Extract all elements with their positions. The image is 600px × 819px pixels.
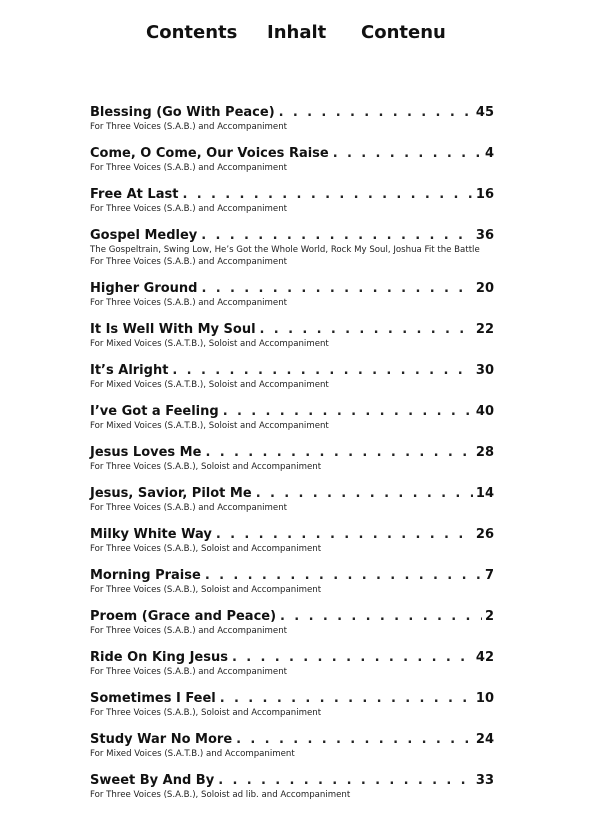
toc-entry-row bbox=[90, 650, 494, 666]
entry-title: Blessing (Go With Peace) bbox=[90, 105, 275, 120]
entry-description: For Mixed Voices (S.A.T.B.), Soloist and Accompaniment bbox=[90, 380, 329, 390]
toc-entry-row bbox=[90, 527, 494, 543]
page-heading bbox=[0, 22, 600, 48]
heading-inhalt: Inhalt bbox=[267, 22, 327, 43]
toc-entry bbox=[90, 691, 494, 719]
toc-entry-row bbox=[90, 187, 494, 203]
entry-title: It’s Alright bbox=[90, 363, 169, 378]
dot-leader bbox=[220, 691, 473, 707]
dot-leader bbox=[205, 445, 472, 461]
entry-title: Gospel Medley bbox=[90, 228, 198, 243]
toc-entry bbox=[90, 773, 494, 801]
dot-leader bbox=[260, 322, 473, 338]
entry-title: Come, O Come, Our Voices Raise bbox=[90, 146, 329, 161]
toc-entry-row bbox=[90, 146, 494, 162]
entry-page-number: 16 bbox=[475, 187, 494, 202]
entry-description: For Three Voices (S.A.B.), Soloist ad lib. and Accompaniment bbox=[90, 790, 351, 800]
entry-title: Jesus Loves Me bbox=[90, 445, 202, 460]
toc-entry bbox=[90, 732, 494, 760]
toc-entry bbox=[90, 568, 494, 596]
toc-entry-row bbox=[90, 691, 494, 707]
entry-title: Morning Praise bbox=[90, 568, 201, 583]
toc-entry-row bbox=[90, 773, 494, 789]
entry-description: For Three Voices (S.A.B.) and Accompaniment bbox=[90, 163, 288, 173]
dot-leader bbox=[182, 187, 472, 203]
toc-entry bbox=[90, 322, 494, 350]
dot-leader bbox=[201, 281, 472, 297]
entry-description: For Three Voices (S.A.B.) and Accompaniment bbox=[90, 667, 288, 677]
entry-description: For Mixed Voices (S.A.T.B.) and Accompaniment bbox=[90, 749, 295, 759]
entry-page-number: 36 bbox=[475, 228, 494, 243]
entry-description: For Three Voices (S.A.B.), Soloist and Accompaniment bbox=[90, 585, 322, 595]
toc-entry bbox=[90, 650, 494, 678]
heading-contenu: Contenu bbox=[361, 22, 446, 43]
dot-leader bbox=[333, 146, 482, 162]
entry-page-number: 4 bbox=[484, 146, 494, 161]
toc-entry bbox=[90, 228, 494, 268]
toc-entry-row bbox=[90, 228, 494, 244]
entry-page-number: 30 bbox=[475, 363, 494, 378]
toc-entry bbox=[90, 486, 494, 514]
entry-title: I’ve Got a Feeling bbox=[90, 404, 219, 419]
entry-page-number: 14 bbox=[475, 486, 494, 501]
toc-entry bbox=[90, 146, 494, 174]
toc-entry bbox=[90, 105, 494, 133]
dot-leader bbox=[256, 486, 473, 502]
entry-title: Sometimes I Feel bbox=[90, 691, 216, 706]
entry-page-number: 22 bbox=[475, 322, 494, 337]
dot-leader bbox=[172, 363, 472, 379]
entry-page-number: 26 bbox=[475, 527, 494, 542]
entry-page-number: 42 bbox=[475, 650, 494, 665]
entry-description: For Three Voices (S.A.B.) and Accompaniment bbox=[90, 204, 288, 214]
entry-description: For Mixed Voices (S.A.T.B.), Soloist and Accompaniment bbox=[90, 339, 329, 349]
entry-title: Ride On King Jesus bbox=[90, 650, 228, 665]
entry-title: Milky White Way bbox=[90, 527, 212, 542]
entry-page-number: 2 bbox=[484, 609, 494, 624]
dot-leader bbox=[216, 527, 473, 543]
entry-page-number: 28 bbox=[475, 445, 494, 460]
dot-leader bbox=[218, 773, 473, 789]
toc-entry bbox=[90, 609, 494, 637]
toc-entry-row bbox=[90, 281, 494, 297]
entry-page-number: 20 bbox=[475, 281, 494, 296]
entry-title: It Is Well With My Soul bbox=[90, 322, 256, 337]
toc-entry bbox=[90, 445, 494, 473]
entry-title: Proem (Grace and Peace) bbox=[90, 609, 277, 624]
entry-page-number: 40 bbox=[475, 404, 494, 419]
entry-title: Study War No More bbox=[90, 732, 233, 747]
entry-description: For Three Voices (S.A.B.) and Accompaniment bbox=[90, 298, 288, 308]
entry-page-number: 24 bbox=[475, 732, 494, 747]
dot-leader bbox=[201, 228, 473, 244]
heading-contents: Contents bbox=[146, 22, 238, 43]
toc-entry-row bbox=[90, 363, 494, 379]
entry-page-number: 10 bbox=[475, 691, 494, 706]
toc-entry bbox=[90, 187, 494, 215]
toc-entry-row bbox=[90, 568, 494, 584]
entry-description: The Gospeltrain, Swing Low, He’s Got the Whole World, Rock My Soul, Joshua Fit the Battle bbox=[90, 245, 480, 255]
entry-title: Jesus, Savior, Pilot Me bbox=[90, 486, 252, 501]
toc-entry-row bbox=[90, 105, 494, 121]
toc-entry-row bbox=[90, 445, 494, 461]
entry-description: For Three Voices (S.A.B.), Soloist and Accompaniment bbox=[90, 708, 322, 718]
dot-leader bbox=[223, 404, 473, 420]
toc-entry bbox=[90, 527, 494, 555]
toc-entry-row bbox=[90, 322, 494, 338]
entry-title: Free At Last bbox=[90, 187, 179, 202]
entry-description: For Three Voices (S.A.B.) and Accompaniment bbox=[90, 122, 288, 132]
entry-description: For Three Voices (S.A.B.) and Accompaniment bbox=[90, 626, 288, 636]
toc-entry bbox=[90, 404, 494, 432]
dot-leader bbox=[232, 650, 473, 666]
entry-title: Sweet By And By bbox=[90, 773, 215, 788]
toc-entry-row bbox=[90, 486, 494, 502]
table-of-contents bbox=[90, 105, 494, 814]
entry-description: For Three Voices (S.A.B.), Soloist and Accompaniment bbox=[90, 462, 322, 472]
entry-description: For Three Voices (S.A.B.) and Accompaniment bbox=[90, 257, 288, 267]
toc-entry bbox=[90, 363, 494, 391]
toc-entry-row bbox=[90, 732, 494, 748]
entry-description: For Three Voices (S.A.B.), Soloist and Accompaniment bbox=[90, 544, 322, 554]
dot-leader bbox=[280, 609, 482, 625]
toc-entry-row bbox=[90, 404, 494, 420]
entry-page-number: 7 bbox=[484, 568, 494, 583]
toc-entry-row bbox=[90, 609, 494, 625]
toc-entry bbox=[90, 281, 494, 309]
entry-description: For Three Voices (S.A.B.) and Accompaniment bbox=[90, 503, 288, 513]
entry-title: Higher Ground bbox=[90, 281, 198, 296]
dot-leader bbox=[205, 568, 482, 584]
entry-description: For Mixed Voices (S.A.T.B.), Soloist and Accompaniment bbox=[90, 421, 329, 431]
entry-page-number: 45 bbox=[475, 105, 494, 120]
entry-page-number: 33 bbox=[475, 773, 494, 788]
dot-leader bbox=[236, 732, 473, 748]
dot-leader bbox=[279, 105, 473, 121]
